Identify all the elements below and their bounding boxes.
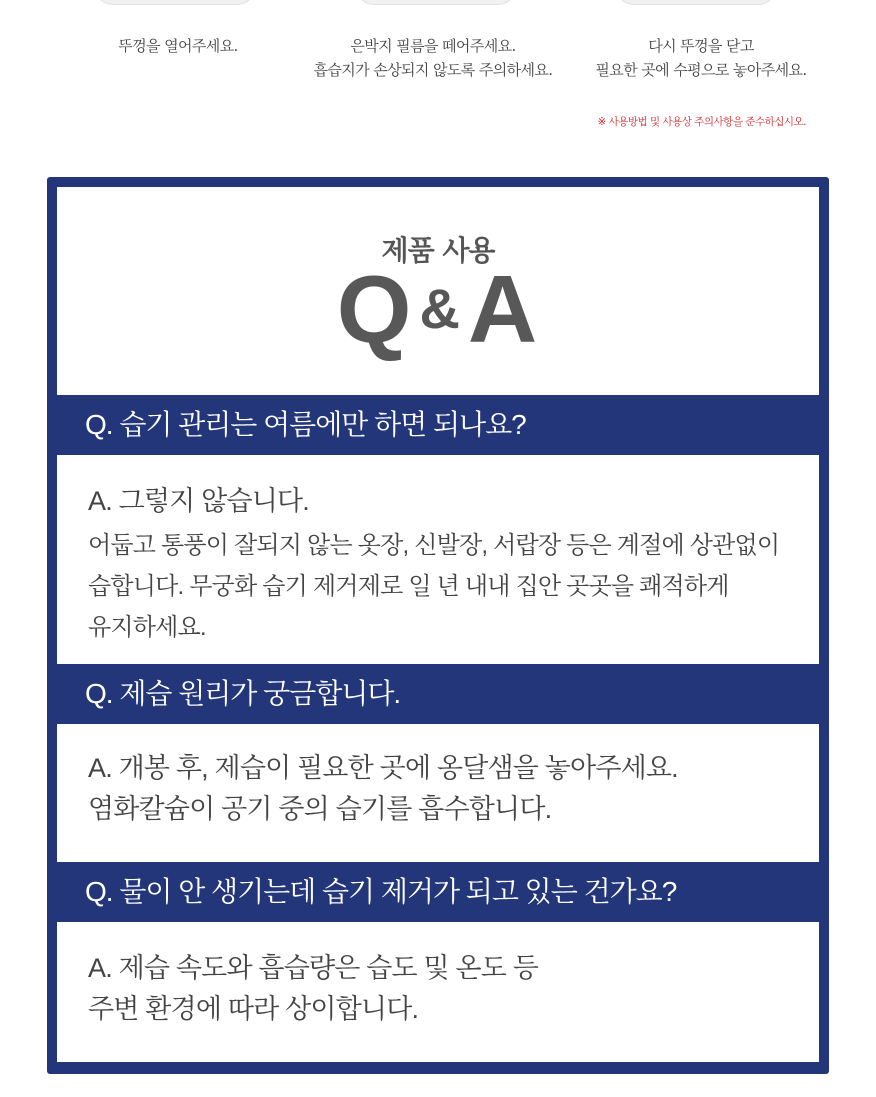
step-2-line-2: 흡습지가 손상되지 않도록 주의하세요.: [313, 61, 553, 79]
qa-title-a: A: [467, 256, 540, 363]
answer-2-lead: A. 개봉 후, 제습이 필요한 곳에 옹달샘을 놓아주세요.: [88, 753, 678, 783]
answer-2: [57, 724, 819, 862]
qa-title-q: Q: [336, 256, 414, 363]
qa-subtitle: 제품 사용: [381, 234, 495, 267]
step-1-caption: [43, 34, 313, 58]
answer-1-line-2: 습합니다. 무궁화 습기 제거제로 일 년 내내 집안 곳곳을 쾌적하게: [88, 573, 729, 600]
step-3-caption: [566, 34, 836, 82]
answer-2-line-1: 염화칼슘이 공기 중의 습기를 흡수합니다.: [88, 794, 552, 824]
step-3-line-2: 필요한 곳에 수평으로 놓아주세요.: [595, 61, 807, 79]
answer-1-lead: A. 그렇지 않습니다.: [88, 486, 309, 516]
qa-header: [57, 187, 819, 395]
answer-1: [57, 455, 819, 664]
step-2-image: [355, 0, 517, 5]
qa-title: [57, 256, 819, 363]
question-1: Q. 습기 관리는 여름에만 하면 되나요?: [85, 409, 526, 440]
caution-notice: ※ 사용방법 및 사용상 주의사항을 준수하십시오.: [597, 116, 806, 128]
answer-3: [57, 922, 819, 1062]
answer-3-line-1: 주변 환경에 따라 상이합니다.: [88, 994, 419, 1024]
step-3-line-1: 다시 뚜껑을 닫고: [648, 37, 754, 55]
step-3-image: [615, 0, 777, 5]
question-3: Q. 물이 안 생기는데 습기 제거가 되고 있는 건가요?: [85, 876, 677, 907]
answer-1-line-1: 어둡고 통풍이 잘되지 않는 옷장, 신발장, 서랍장 등은 계절에 상관없이: [88, 532, 780, 559]
usage-steps: [0, 0, 876, 150]
step-1-line-1: 뚜껑을 열어주세요.: [118, 37, 238, 55]
question-2: Q. 제습 원리가 궁금합니다.: [85, 678, 401, 709]
answer-3-lead: A. 제습 속도와 흡습량은 습도 및 온도 등: [88, 953, 539, 983]
qa-title-amp: &: [419, 277, 462, 340]
qa-section: [47, 177, 829, 1074]
step-2-caption: [298, 34, 568, 82]
step-1-image: [94, 0, 256, 5]
answer-1-line-3: 유지하세요.: [88, 614, 206, 641]
step-2-line-1: 은박지 필름을 떼어주세요.: [350, 37, 516, 55]
